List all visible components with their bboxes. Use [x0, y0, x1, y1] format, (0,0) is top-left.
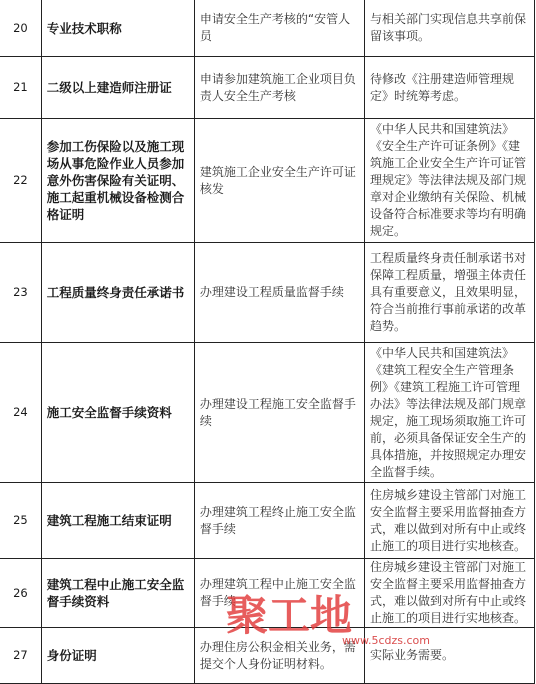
material-name: 工程质量终身责任承诺书	[41, 243, 194, 343]
material-name: 建筑工程施工结束证明	[41, 483, 194, 559]
related-matter: 建筑施工企业安全生产许可证核发	[194, 119, 364, 243]
material-name: 参加工伤保险以及施工现场从事危险作业人员参加意外伤害保险有关证明、施工起重机械设备检测合格证明	[41, 119, 194, 243]
material-name: 身份证明	[41, 628, 194, 684]
related-matter: 办理建筑工程终止施工安全监督手续	[194, 483, 364, 559]
remark: 住房城乡建设主管部门对施工安全监督主要采用监督抽查方式，难以做到对所有中止或终止施工的项目进行实地核查。	[364, 483, 534, 559]
related-matter: 办理建筑工程中止施工安全监督手续	[194, 559, 364, 628]
material-name: 二级以上建造师注册证	[41, 57, 194, 119]
table-row	[0, 243, 535, 343]
row-number: 22	[0, 119, 41, 243]
remark: 《中华人民共和国建筑法》《安全生产许可证条例》《建筑施工企业安全生产许可证管理规定》等法律法规及部门规章对企业缴纳有关保险、机械设备符合标准要求等均有明确规定。	[364, 119, 534, 243]
table-row	[0, 628, 535, 684]
row-number: 24	[0, 343, 41, 483]
remark: 与相关部门实现信息共享前保留该事项。	[364, 0, 534, 57]
related-matter: 申请参加建筑施工企业项目负责人安全生产考核	[194, 57, 364, 119]
row-number: 23	[0, 243, 41, 343]
remark: 工程质量终身责任制承诺书对保障工程质量，增强主体责任具有重要意义，且效果明显，符合当前推行事前承诺的改革趋势。	[364, 243, 534, 343]
row-number: 25	[0, 483, 41, 559]
remark: 待修改《注册建造师管理规定》时统筹考虑。	[364, 57, 534, 119]
watermark-domain: www.5cdzs.com	[342, 634, 430, 647]
table-row	[0, 483, 535, 559]
material-name: 建筑工程中止施工安全监督手续资料	[41, 559, 194, 628]
related-matter: 办理住房公积金相关业务，需提交个人身份证明材料。	[194, 628, 364, 684]
table-row	[0, 119, 535, 243]
related-matter: 办理建设工程施工安全监督手续	[194, 343, 364, 483]
material-name: 专业技术职称	[41, 0, 194, 57]
related-matter: 申请安全生产考核的“安管人员	[194, 0, 364, 57]
material-name: 施工安全监督手续资料	[41, 343, 194, 483]
row-number: 20	[0, 0, 41, 57]
row-number: 21	[0, 57, 41, 119]
row-number: 26	[0, 559, 41, 628]
table-row	[0, 559, 535, 628]
related-matter: 办理建设工程质量监督手续	[194, 243, 364, 343]
remark: 实际业务需要。	[364, 628, 534, 684]
table-row	[0, 57, 535, 119]
table-row	[0, 0, 535, 57]
row-number: 27	[0, 628, 41, 684]
table-row	[0, 343, 535, 483]
watermark-logo-text: 聚工地	[226, 591, 353, 640]
remark: 《中华人民共和国建筑法》《建筑工程安全生产管理条例》《建筑工程施工许可管理办法》等法律法规及部门规章规定，施工现场须取施工许可前，必须具备保证安全生产的具体措施，并按照规定办理安全监督手续。	[364, 343, 534, 483]
remark: 住房城乡建设主管部门对施工安全监督主要采用监督抽查方式，难以做到对所有中止或终止施工的项目进行实地核查。	[364, 559, 534, 628]
